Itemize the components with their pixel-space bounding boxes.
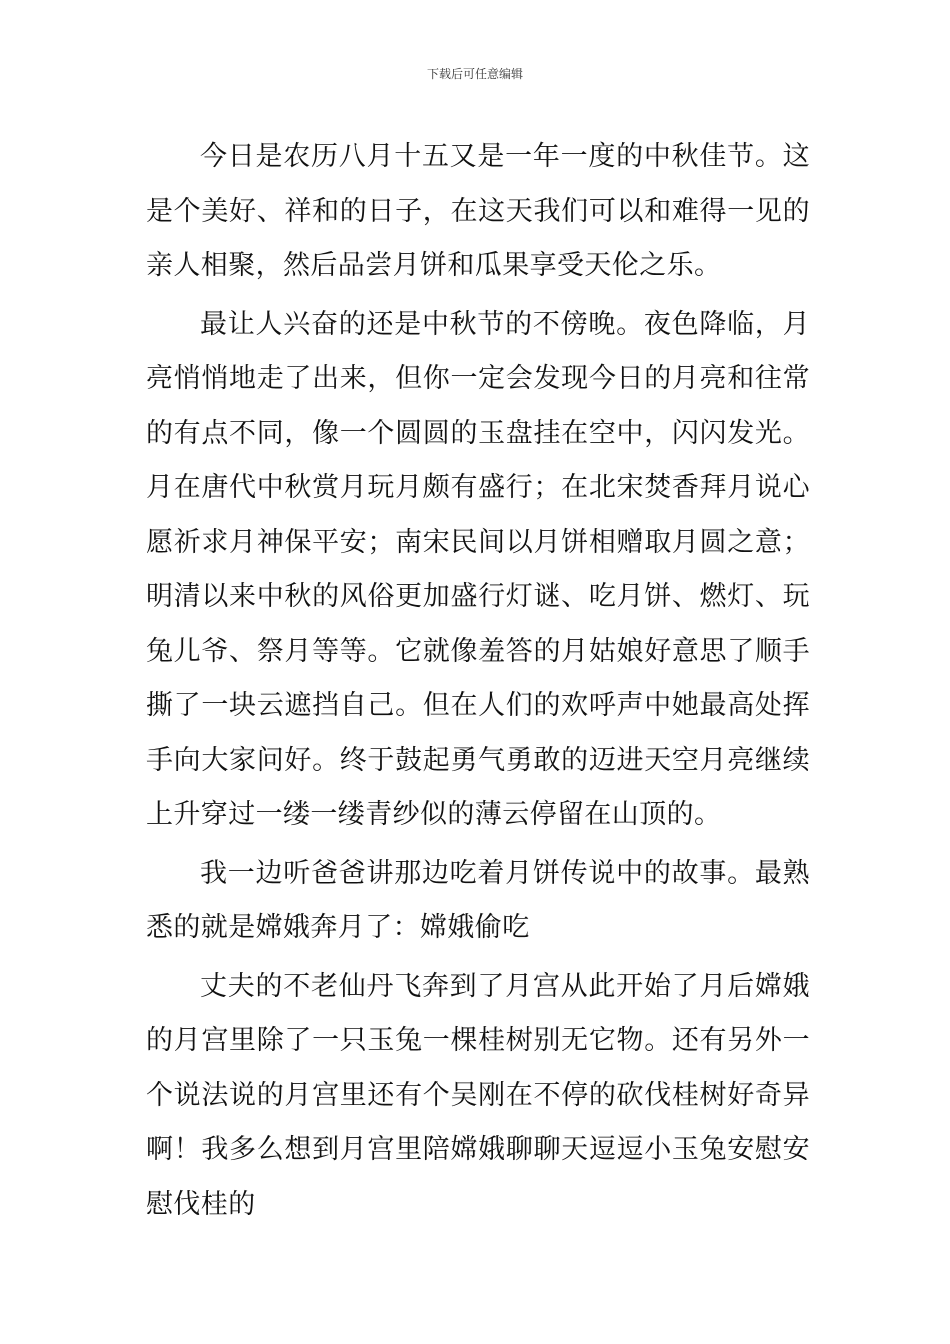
paragraph-2: 最让人兴奋的还是中秋节的不傍晚。夜色降临，月亮悄悄地走了出来，但你一定会发现今日的月亮和往常的有点不同，像一个圆圆的玉盘挂在空中，闪闪发光。月在唐代中秋赏月玩月颇有盛行；在北宋焚香拜月说心愿祈求月神保平安；南宋民间以月饼相赠取月圆之意；明清以来中秋的风俗更加盛行灯谜、吃月饼、燃灯、玩兔儿爷、祭月等等。它就像羞答的月姑娘好意思了顺手撕了一块云遮挡自己。但在人们的欢呼声中她最高处挥手向大家问好。终于鼓起勇气勇敢的迈进天空月亮继续上升穿过一缕一缕青纱似的薄云停留在山顶的。 (146, 308, 810, 830)
page-header: 下载后可任意编辑 (426, 67, 523, 81)
document-body (146, 130, 810, 1236)
paragraph-4: 丈夫的不老仙丹飞奔到了月宫从此开始了月后嫦娥的月宫里除了一只玉兔一棵桂树别无它物。还有另外一个说法说的月宫里还有个吴刚在不停的砍伐桂树好奇异啊！我多么想到月宫里陪嫦娥聊聊天逗逗小玉兔安慰安慰伐桂的 (146, 970, 810, 1220)
paragraph-1: 今日是农历八月十五又是一年一度的中秋佳节。这是个美好、祥和的日子，在这天我们可以和难得一见的亲人相聚，然后品尝月饼和瓜果享受天伦之乐。 (146, 141, 810, 281)
paragraph-3: 我一边听爸爸讲那边吃着月饼传说中的故事。最熟悉的就是嫦娥奔月了：嫦娥偷吃 (146, 857, 810, 943)
